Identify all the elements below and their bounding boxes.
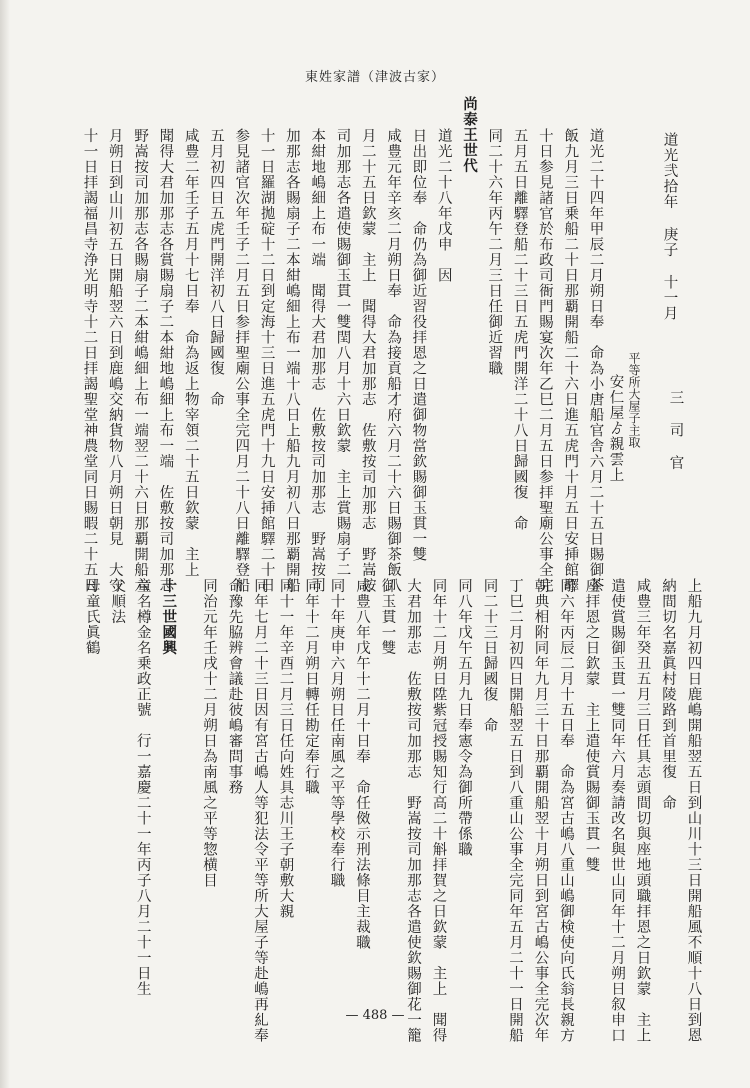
text-column: 座拝恩之日欽蒙 主上遣使賞賜御玉貫一雙 [583, 578, 600, 873]
text-column: 父順法 [109, 578, 126, 625]
text-column: 聞得大君加那志各賞賜扇子二本紺地嶋細上布一端 佐敷按司加那志 [157, 128, 174, 593]
text-column: 野嵩按司加那志各賜扇子二本紺嶋細上布一端翌二十六日那覇開船六 [132, 128, 149, 593]
text-column: 十日参見諸官於布政司衙門賜宴次年乙巳二月五日参拝聖廟公事全完 [536, 128, 553, 593]
text-column: 本紺地嶋細上布一端 聞得大君加那志 佐敷按司加那志 野嵩按司 [309, 128, 326, 593]
text-column: 納間切名嘉眞村陵路到首里復 命 [660, 578, 676, 811]
text-column: 遣使賞賜御玉貫一雙同年六月奏請改名與世山同年十二月朔日叙申口 [609, 578, 625, 1043]
text-column: 同六年丙辰二月十五日奉 命為宮古嶋八重山嶋御検使向氏翁長親方 [558, 578, 574, 1043]
text-column: 十一日羅湖拋碇十二日到定海十三日進五虎門十九日安挿館驛二十日 [258, 128, 275, 593]
page-header: 東姓家譜（津波古家） [304, 70, 445, 85]
text-column: 月二十五日欽蒙 主上 聞得大君加那志 佐敷按司加那志 野嵩按 [359, 128, 376, 593]
page-edge-shadow [0, 0, 10, 1088]
text-column: 上船九月初四日鹿嶋開船翌五日到山川十三日開船風不順十八日到恩 [685, 578, 702, 1043]
text-column: 同治元年壬戌十二月朔日為南風之平等惣横目 [201, 578, 217, 888]
rank-title: 三 司 官 [667, 390, 684, 471]
text-column: 日出即位奉 命仍為御近習役拝恩之日遣御物當欽賜御玉貫一雙 [410, 128, 427, 562]
text-column: 丁巳二月初四日開船翌五日到八重山公事全完同年五月二十一日開船 [507, 578, 523, 1043]
signer-name: 安仁屋ゟ親雲上 [607, 374, 624, 483]
generation-heading: 十三世國興 [160, 578, 178, 656]
text-column: 加那志各賜扇子二本紺嶋細上布一端十八日上船九月初八日那覇開船 [283, 128, 300, 593]
text-column: 母童氏眞鶴 [83, 578, 100, 656]
text-column: 道光二十四年甲辰二月朔日奉 命為小唐船官舎六月二十五日賜御茶 [587, 128, 604, 593]
office-note: 平等所大屋子主取 [627, 352, 641, 448]
text-column: 五月初四日五虎門開洋初八日歸國復 命 [208, 128, 224, 407]
text-column: 咸豊八年戊午十二月十日奉 命任傚示刑法條目主裁職 [354, 578, 370, 950]
page-number: — 488 — [345, 1008, 405, 1023]
text-column: 朝典相附同年九月三十日那覇開船翌十月朔日到宮古嶋公事全完次年 [532, 578, 549, 1043]
text-column: 咸豊二年壬子五月十七日奉 命為返上物宰領二十五日欽蒙 主上 [182, 128, 199, 578]
text-column: 同十年庚申六月朔日任南風之平等學校奉行職 [328, 578, 345, 888]
text-column: 童名樽金名乗政正號 行一嘉慶二十一年丙子八月二十一日生 [134, 578, 151, 997]
text-column: 十一日拝謁福昌寺浄光明寺十二日拝謁聖堂神農堂同日賜暇二十五日 [81, 128, 98, 593]
text-column: 司加那志各遣使賜御玉貫一雙閏八月十六日欽蒙 主上賞賜扇子二 [334, 128, 351, 578]
text-column: 同年十二月朔日轉任勘定奉行職 [303, 578, 319, 795]
text-column: 参見諸官次年壬子二月五日参拝聖廟公事全完四月二十八日離驛登船 [233, 128, 250, 593]
section-heading: 尚泰王世代 [461, 96, 478, 174]
text-column: 咸豊三年癸丑五月三日任具志頭間切與座地頭職拝恩之日欽蒙 主上 [634, 578, 651, 1043]
document-date: 道光弐拾年 庚子 十一月 [661, 132, 678, 321]
text-column: 御玉貫一雙 [379, 578, 396, 656]
text-column: 同二十三日歸國復 命 [481, 578, 498, 733]
text-column: 同八年戊午五月九日奉憲令為御所帶係職 [456, 578, 472, 857]
text-column: 同二十六年丙午二月三日任御近習職 [486, 128, 503, 376]
text-column: 命豫先脇辨會議赴彼嶋審問事務 [226, 578, 243, 795]
text-column: 飯九月三日乗船二十日那覇開船二十六日進五虎門十月五日安挿館驛 [562, 128, 579, 593]
text-column: 月朔日到山川初五日開船翌六日到鹿嶋交納貨物八月朔日朝見 大守 [106, 128, 123, 593]
text-column: 咸豊元年辛亥二月朔日奉 命為接貢船才府六月二十六日賜御茶飯八 [385, 128, 402, 593]
text-column: 同年十二月朔日陞紫冠授賜知行高二十斛拝賀之日欽蒙 主上 聞得 [430, 578, 447, 1043]
text-column: 同年七月二十三日因有宮古嶋人等犯法令平等所大屋子等赴嶋再糺奉 [252, 578, 268, 1043]
text-column: 同十一年辛酉二月三日任向姓具志川王子朝敷大親 [277, 578, 294, 919]
text-column: 道光二十八年戊申 因 [435, 128, 452, 283]
text-column: 五月五日離驛登船二十三日五虎門開洋二十八日歸國復 命 [511, 128, 528, 531]
text-column: 大君加那志 佐敷按司加那志 野嵩按司加那志各遣使欽賜御花一籠 [405, 578, 421, 1043]
